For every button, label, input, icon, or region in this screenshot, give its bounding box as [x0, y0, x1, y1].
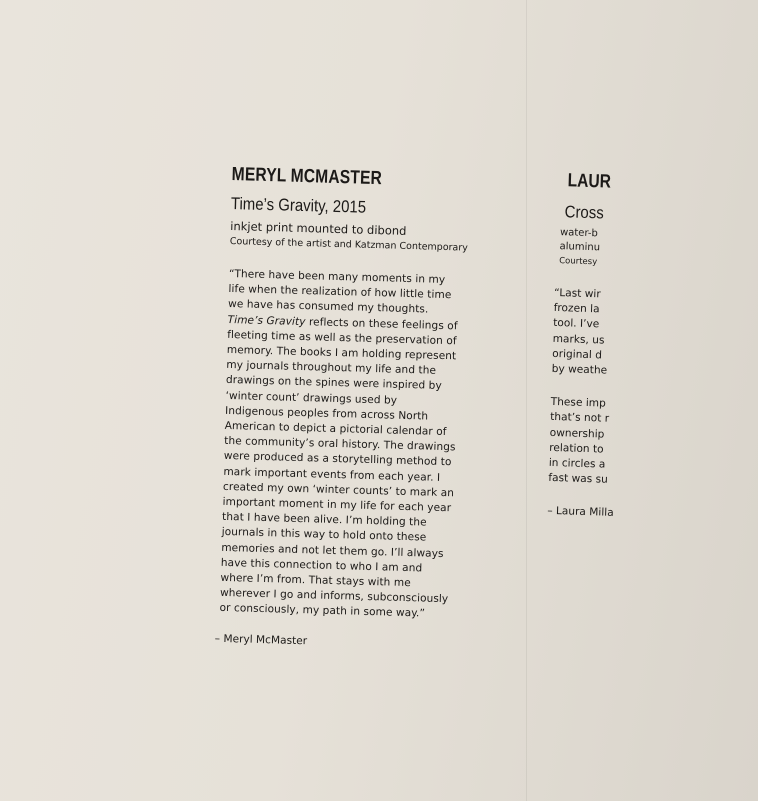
- artist-name: MERYL MCMASTER: [231, 164, 383, 190]
- wall-panel-seam: [526, 0, 527, 801]
- artwork-title: [231, 194, 495, 221]
- quote-title-italic: Time’s Gravity: [227, 313, 306, 328]
- side-quote-line: frozen la: [553, 302, 600, 316]
- side-body-line: that’s not r: [550, 411, 610, 426]
- side-courtesy-line: Courtesy: [558, 256, 598, 268]
- quote-text-end: reflects on these feelings of fleeting time as well as the preservation of memory. The books I am holding represent my journals throughout my life and the drawings on the spines were inspired by ‘winter count’ drawings used by Indigenous peoples from across North American to depict a pictorial calendar of the community’s oral history. The drawings were produced as a storytelling method to mark important events from each year. I created my own ‘winter counts’ to mark an important moment in my life for each year that I have been alive. I’m holding the journals in this way to hold onto these memories and not let them go. I’ll always have this connection to who I am and where I’m from. That stays with me wherever I go and informs, subconsciously or consciously, my path in some way.”: [219, 315, 458, 621]
- artist-quote: [219, 267, 461, 623]
- side-quote-line: “Last wir: [553, 286, 601, 301]
- artwork-courtesy: Courtesy of the artist and Katzman Contemporary: [229, 235, 469, 254]
- side-medium-line: aluminu: [559, 241, 601, 254]
- side-body-line: ownership: [549, 426, 605, 441]
- side-artwork-title: Cross: [564, 202, 605, 223]
- side-artist-name: LAUR: [567, 170, 612, 193]
- side-wall-label: [547, 170, 758, 526]
- artwork-medium: inkjet print mounted to dibond: [230, 218, 407, 238]
- side-body-line: fast was su: [548, 472, 609, 486]
- side-quote-line: marks, us: [552, 332, 605, 347]
- side-body-line: in circles a: [548, 456, 606, 471]
- artwork-year: , 2015: [324, 196, 367, 217]
- side-quote-line: tool. I’ve: [552, 317, 600, 331]
- side-body-line: relation to: [549, 441, 604, 456]
- quote-text-start: “There have been many moments in my life when the realization of how little time we have has consumed my thoughts.: [227, 267, 452, 316]
- side-quote-line: original d: [552, 347, 603, 362]
- artwork-title-name: Time’s Gravity: [230, 193, 325, 216]
- side-attribution: – Laura Milla: [547, 505, 614, 520]
- main-wall-label: [214, 164, 532, 653]
- side-body-line: These imp: [550, 396, 606, 410]
- side-quote-line: by weathe: [551, 362, 608, 377]
- side-medium-line: water-b: [559, 227, 599, 240]
- quote-attribution: – Meryl McMaster: [214, 632, 308, 647]
